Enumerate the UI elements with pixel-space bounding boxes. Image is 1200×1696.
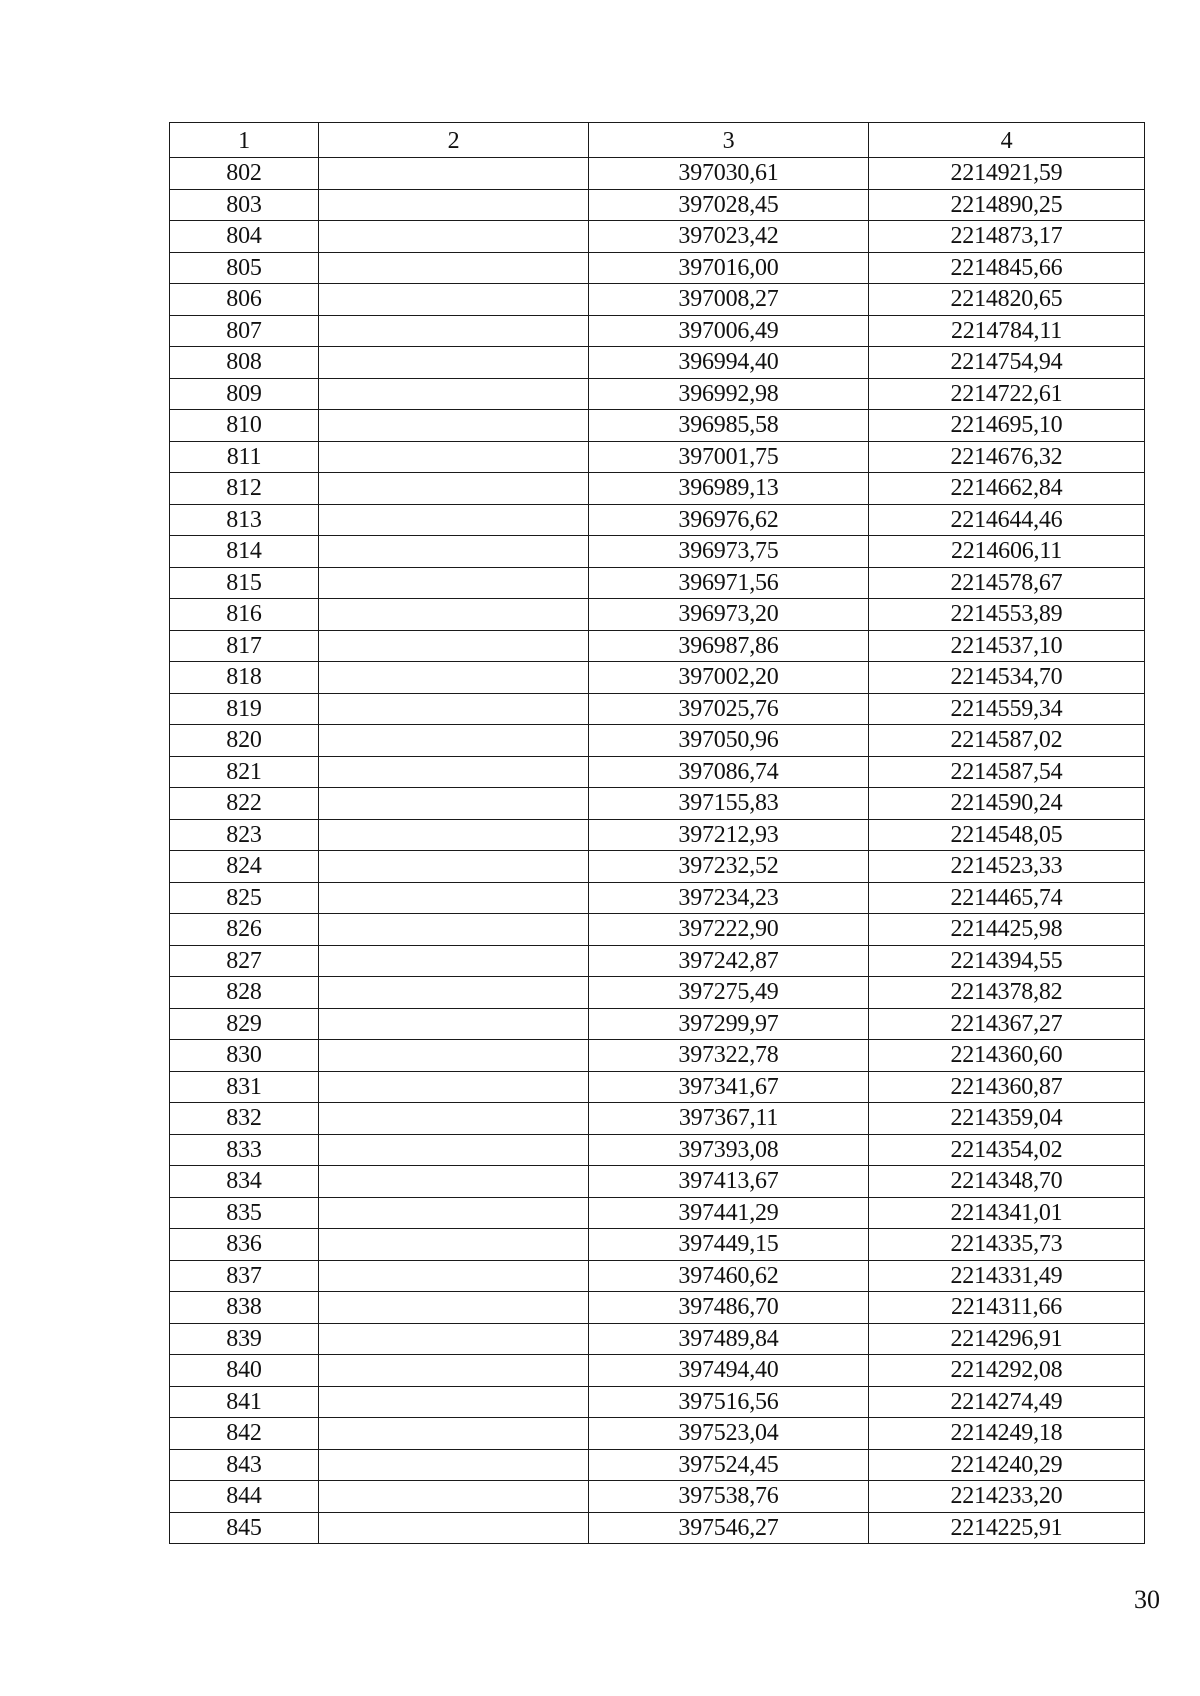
point-number-cell: 816 xyxy=(170,599,319,631)
point-number-cell: 835 xyxy=(170,1197,319,1229)
description-cell xyxy=(319,1292,589,1324)
y-coordinate-cell: 2214233,20 xyxy=(869,1481,1145,1513)
point-number-cell: 837 xyxy=(170,1260,319,1292)
point-number-cell: 828 xyxy=(170,977,319,1009)
description-cell xyxy=(319,284,589,316)
point-number-cell: 829 xyxy=(170,1008,319,1040)
table-row xyxy=(170,788,1145,820)
point-number-cell: 812 xyxy=(170,473,319,505)
table-row xyxy=(170,662,1145,694)
y-coordinate-cell: 2214890,25 xyxy=(869,189,1145,221)
y-coordinate-cell: 2214921,59 xyxy=(869,158,1145,190)
x-coordinate-cell: 396994,40 xyxy=(589,347,869,379)
description-cell xyxy=(319,914,589,946)
y-coordinate-cell: 2214240,29 xyxy=(869,1449,1145,1481)
x-coordinate-cell: 397367,11 xyxy=(589,1103,869,1135)
y-coordinate-cell: 2214335,73 xyxy=(869,1229,1145,1261)
point-number-cell: 822 xyxy=(170,788,319,820)
description-cell xyxy=(319,945,589,977)
table-row xyxy=(170,630,1145,662)
point-number-cell: 808 xyxy=(170,347,319,379)
table-row xyxy=(170,1260,1145,1292)
point-number-cell: 824 xyxy=(170,851,319,883)
point-number-cell: 806 xyxy=(170,284,319,316)
description-cell xyxy=(319,189,589,221)
description-cell xyxy=(319,1355,589,1387)
table-row xyxy=(170,567,1145,599)
point-number-cell: 810 xyxy=(170,410,319,442)
point-number-cell: 809 xyxy=(170,378,319,410)
description-cell xyxy=(319,977,589,1009)
point-number-cell: 840 xyxy=(170,1355,319,1387)
description-cell xyxy=(319,252,589,284)
table-row xyxy=(170,1418,1145,1450)
y-coordinate-cell: 2214537,10 xyxy=(869,630,1145,662)
y-coordinate-cell: 2214695,10 xyxy=(869,410,1145,442)
point-number-cell: 836 xyxy=(170,1229,319,1261)
table-row xyxy=(170,1197,1145,1229)
y-coordinate-cell: 2214784,11 xyxy=(869,315,1145,347)
x-coordinate-cell: 397322,78 xyxy=(589,1040,869,1072)
table-row xyxy=(170,1481,1145,1513)
table-row xyxy=(170,252,1145,284)
y-coordinate-cell: 2214292,08 xyxy=(869,1355,1145,1387)
x-coordinate-cell: 397028,45 xyxy=(589,189,869,221)
table-row xyxy=(170,189,1145,221)
description-cell xyxy=(319,1134,589,1166)
y-coordinate-cell: 2214534,70 xyxy=(869,662,1145,694)
x-coordinate-cell: 397523,04 xyxy=(589,1418,869,1450)
table-row xyxy=(170,1040,1145,1072)
table-row xyxy=(170,851,1145,883)
point-number-cell: 821 xyxy=(170,756,319,788)
point-number-cell: 834 xyxy=(170,1166,319,1198)
table-row xyxy=(170,882,1145,914)
description-cell xyxy=(319,851,589,883)
table-row xyxy=(170,284,1145,316)
x-coordinate-cell: 397222,90 xyxy=(589,914,869,946)
y-coordinate-cell: 2214578,67 xyxy=(869,567,1145,599)
table-row xyxy=(170,819,1145,851)
description-cell xyxy=(319,410,589,442)
x-coordinate-cell: 397486,70 xyxy=(589,1292,869,1324)
y-coordinate-cell: 2214553,89 xyxy=(869,599,1145,631)
table-row xyxy=(170,693,1145,725)
description-cell xyxy=(319,1103,589,1135)
description-cell xyxy=(319,1008,589,1040)
x-coordinate-cell: 396973,20 xyxy=(589,599,869,631)
point-number-cell: 825 xyxy=(170,882,319,914)
point-number-cell: 844 xyxy=(170,1481,319,1513)
point-number-cell: 826 xyxy=(170,914,319,946)
x-coordinate-cell: 397002,20 xyxy=(589,662,869,694)
x-coordinate-cell: 397232,52 xyxy=(589,851,869,883)
table-row xyxy=(170,1449,1145,1481)
y-coordinate-cell: 2214644,46 xyxy=(869,504,1145,536)
column-header-1: 1 xyxy=(170,123,319,158)
table-row xyxy=(170,1512,1145,1544)
table-body xyxy=(170,158,1145,1544)
point-number-cell: 805 xyxy=(170,252,319,284)
table-row xyxy=(170,599,1145,631)
description-cell xyxy=(319,1418,589,1450)
point-number-cell: 803 xyxy=(170,189,319,221)
table-row xyxy=(170,536,1145,568)
x-coordinate-cell: 397030,61 xyxy=(589,158,869,190)
column-header-3: 3 xyxy=(589,123,869,158)
x-coordinate-cell: 397299,97 xyxy=(589,1008,869,1040)
point-number-cell: 838 xyxy=(170,1292,319,1324)
y-coordinate-cell: 2214606,11 xyxy=(869,536,1145,568)
point-number-cell: 814 xyxy=(170,536,319,568)
y-coordinate-cell: 2214559,34 xyxy=(869,693,1145,725)
x-coordinate-cell: 397212,93 xyxy=(589,819,869,851)
table-row xyxy=(170,1292,1145,1324)
table-row xyxy=(170,1071,1145,1103)
description-cell xyxy=(319,788,589,820)
point-number-cell: 818 xyxy=(170,662,319,694)
table-row xyxy=(170,1166,1145,1198)
point-number-cell: 804 xyxy=(170,221,319,253)
table-row xyxy=(170,1103,1145,1135)
table-row xyxy=(170,347,1145,379)
table-row xyxy=(170,1008,1145,1040)
y-coordinate-cell: 2214348,70 xyxy=(869,1166,1145,1198)
point-number-cell: 839 xyxy=(170,1323,319,1355)
x-coordinate-cell: 397016,00 xyxy=(589,252,869,284)
point-number-cell: 813 xyxy=(170,504,319,536)
point-number-cell: 811 xyxy=(170,441,319,473)
description-cell xyxy=(319,1386,589,1418)
x-coordinate-cell: 397006,49 xyxy=(589,315,869,347)
y-coordinate-cell: 2214249,18 xyxy=(869,1418,1145,1450)
x-coordinate-cell: 397494,40 xyxy=(589,1355,869,1387)
point-number-cell: 817 xyxy=(170,630,319,662)
table-row xyxy=(170,977,1145,1009)
x-coordinate-cell: 397086,74 xyxy=(589,756,869,788)
description-cell xyxy=(319,378,589,410)
description-cell xyxy=(319,1323,589,1355)
point-number-cell: 830 xyxy=(170,1040,319,1072)
y-coordinate-cell: 2214845,66 xyxy=(869,252,1145,284)
x-coordinate-cell: 397050,96 xyxy=(589,725,869,757)
y-coordinate-cell: 2214296,91 xyxy=(869,1323,1145,1355)
point-number-cell: 843 xyxy=(170,1449,319,1481)
description-cell xyxy=(319,630,589,662)
table-header xyxy=(170,123,1145,158)
x-coordinate-cell: 397023,42 xyxy=(589,221,869,253)
y-coordinate-cell: 2214587,02 xyxy=(869,725,1145,757)
description-cell xyxy=(319,1197,589,1229)
x-coordinate-cell: 397008,27 xyxy=(589,284,869,316)
x-coordinate-cell: 397516,56 xyxy=(589,1386,869,1418)
y-coordinate-cell: 2214378,82 xyxy=(869,977,1145,1009)
y-coordinate-cell: 2214820,65 xyxy=(869,284,1145,316)
description-cell xyxy=(319,315,589,347)
table-row xyxy=(170,1134,1145,1166)
point-number-cell: 815 xyxy=(170,567,319,599)
description-cell xyxy=(319,882,589,914)
table-row xyxy=(170,504,1145,536)
table-row xyxy=(170,756,1145,788)
y-coordinate-cell: 2214676,32 xyxy=(869,441,1145,473)
description-cell xyxy=(319,347,589,379)
point-number-cell: 823 xyxy=(170,819,319,851)
y-coordinate-cell: 2214722,61 xyxy=(869,378,1145,410)
y-coordinate-cell: 2214590,24 xyxy=(869,788,1145,820)
header-row xyxy=(170,123,1145,158)
x-coordinate-cell: 396992,98 xyxy=(589,378,869,410)
x-coordinate-cell: 397449,15 xyxy=(589,1229,869,1261)
description-cell xyxy=(319,662,589,694)
x-coordinate-cell: 397025,76 xyxy=(589,693,869,725)
table-row xyxy=(170,914,1145,946)
description-cell xyxy=(319,725,589,757)
y-coordinate-cell: 2214523,33 xyxy=(869,851,1145,883)
description-cell xyxy=(319,536,589,568)
table-row xyxy=(170,221,1145,253)
table-row xyxy=(170,410,1145,442)
x-coordinate-cell: 397460,62 xyxy=(589,1260,869,1292)
description-cell xyxy=(319,473,589,505)
y-coordinate-cell: 2214331,49 xyxy=(869,1260,1145,1292)
table-row xyxy=(170,1229,1145,1261)
y-coordinate-cell: 2214754,94 xyxy=(869,347,1145,379)
column-header-2: 2 xyxy=(319,123,589,158)
y-coordinate-cell: 2214341,01 xyxy=(869,1197,1145,1229)
description-cell xyxy=(319,1512,589,1544)
y-coordinate-cell: 2214360,60 xyxy=(869,1040,1145,1072)
y-coordinate-cell: 2214425,98 xyxy=(869,914,1145,946)
point-number-cell: 845 xyxy=(170,1512,319,1544)
description-cell xyxy=(319,693,589,725)
column-header-4: 4 xyxy=(869,123,1145,158)
x-coordinate-cell: 397538,76 xyxy=(589,1481,869,1513)
y-coordinate-cell: 2214274,49 xyxy=(869,1386,1145,1418)
x-coordinate-cell: 397234,23 xyxy=(589,882,869,914)
point-number-cell: 833 xyxy=(170,1134,319,1166)
x-coordinate-cell: 397393,08 xyxy=(589,1134,869,1166)
y-coordinate-cell: 2214367,27 xyxy=(869,1008,1145,1040)
x-coordinate-cell: 396973,75 xyxy=(589,536,869,568)
description-cell xyxy=(319,1449,589,1481)
y-coordinate-cell: 2214587,54 xyxy=(869,756,1145,788)
point-number-cell: 842 xyxy=(170,1418,319,1450)
description-cell xyxy=(319,1166,589,1198)
table-row xyxy=(170,1355,1145,1387)
table-row xyxy=(170,158,1145,190)
description-cell xyxy=(319,1071,589,1103)
y-coordinate-cell: 2214359,04 xyxy=(869,1103,1145,1135)
y-coordinate-cell: 2214873,17 xyxy=(869,221,1145,253)
x-coordinate-cell: 396989,13 xyxy=(589,473,869,505)
x-coordinate-cell: 397341,67 xyxy=(589,1071,869,1103)
table-row xyxy=(170,725,1145,757)
y-coordinate-cell: 2214360,87 xyxy=(869,1071,1145,1103)
x-coordinate-cell: 397524,45 xyxy=(589,1449,869,1481)
point-number-cell: 827 xyxy=(170,945,319,977)
x-coordinate-cell: 396976,62 xyxy=(589,504,869,536)
x-coordinate-cell: 396971,56 xyxy=(589,567,869,599)
table-row xyxy=(170,945,1145,977)
point-number-cell: 832 xyxy=(170,1103,319,1135)
x-coordinate-cell: 397001,75 xyxy=(589,441,869,473)
y-coordinate-cell: 2214548,05 xyxy=(869,819,1145,851)
table-row xyxy=(170,315,1145,347)
y-coordinate-cell: 2214225,91 xyxy=(869,1512,1145,1544)
table-row xyxy=(170,441,1145,473)
x-coordinate-cell: 396987,86 xyxy=(589,630,869,662)
description-cell xyxy=(319,1040,589,1072)
description-cell xyxy=(319,441,589,473)
point-number-cell: 841 xyxy=(170,1386,319,1418)
y-coordinate-cell: 2214394,55 xyxy=(869,945,1145,977)
table-row xyxy=(170,1323,1145,1355)
y-coordinate-cell: 2214311,66 xyxy=(869,1292,1145,1324)
x-coordinate-cell: 397546,27 xyxy=(589,1512,869,1544)
x-coordinate-cell: 397242,87 xyxy=(589,945,869,977)
x-coordinate-cell: 397275,49 xyxy=(589,977,869,1009)
table-row xyxy=(170,1386,1145,1418)
table-row xyxy=(170,378,1145,410)
description-cell xyxy=(319,819,589,851)
point-number-cell: 820 xyxy=(170,725,319,757)
description-cell xyxy=(319,1260,589,1292)
description-cell xyxy=(319,158,589,190)
x-coordinate-cell: 397413,67 xyxy=(589,1166,869,1198)
x-coordinate-cell: 397489,84 xyxy=(589,1323,869,1355)
x-coordinate-cell: 397155,83 xyxy=(589,788,869,820)
x-coordinate-cell: 396985,58 xyxy=(589,410,869,442)
point-number-cell: 802 xyxy=(170,158,319,190)
page-number: 30 xyxy=(1134,1585,1160,1614)
point-number-cell: 831 xyxy=(170,1071,319,1103)
y-coordinate-cell: 2214354,02 xyxy=(869,1134,1145,1166)
description-cell xyxy=(319,1229,589,1261)
coordinates-table xyxy=(169,122,1145,1544)
description-cell xyxy=(319,599,589,631)
y-coordinate-cell: 2214662,84 xyxy=(869,473,1145,505)
description-cell xyxy=(319,1481,589,1513)
description-cell xyxy=(319,221,589,253)
point-number-cell: 819 xyxy=(170,693,319,725)
y-coordinate-cell: 2214465,74 xyxy=(869,882,1145,914)
x-coordinate-cell: 397441,29 xyxy=(589,1197,869,1229)
point-number-cell: 807 xyxy=(170,315,319,347)
table-row xyxy=(170,473,1145,505)
description-cell xyxy=(319,567,589,599)
description-cell xyxy=(319,504,589,536)
description-cell xyxy=(319,756,589,788)
